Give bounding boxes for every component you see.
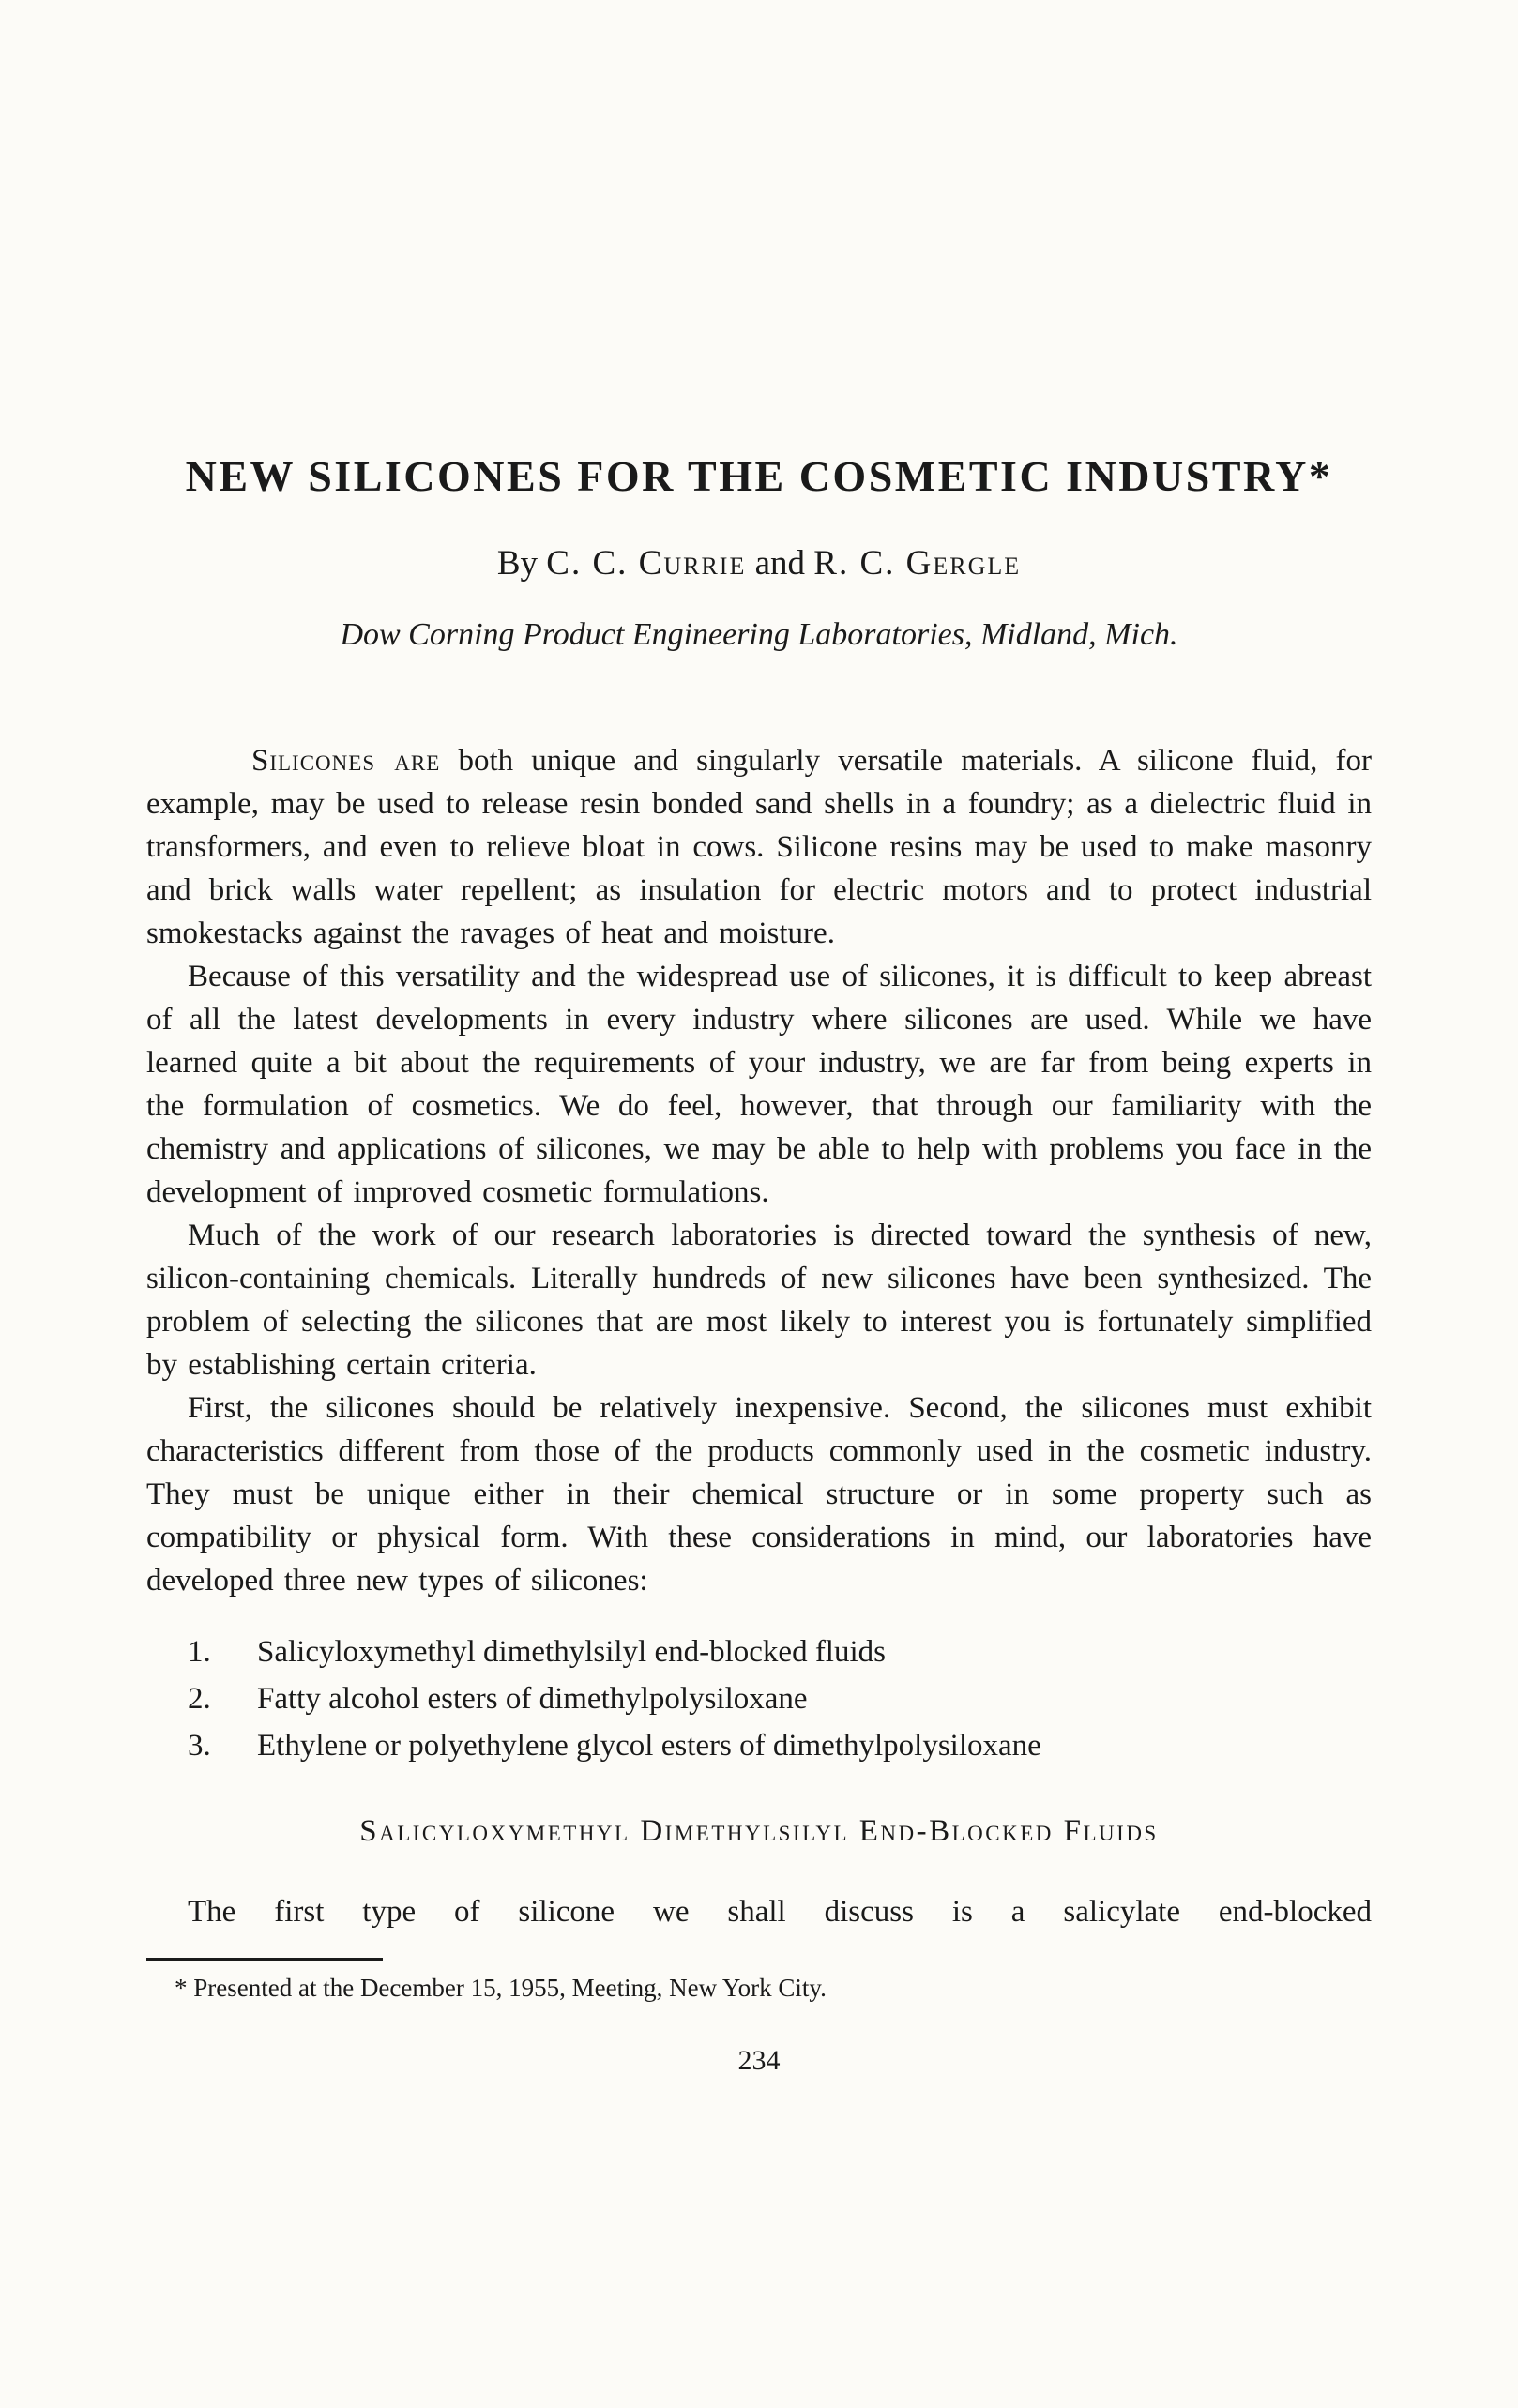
author-name-2: R. C. Gergle: [813, 544, 1022, 583]
list-item: [146, 1722, 1372, 1769]
paragraph: Much of the work of our research laboratories is directed toward the synthesis of new, silicon-containing chemicals. Literally hundreds of new silicones have been synthesized. The problem of selecting the silicones that are most likely to interest you is fortunately simplified by establishing certain criteria.: [146, 1219, 1372, 1383]
list-item-text: Fatty alcohol esters of dimethylpolysiloxane: [257, 1682, 808, 1717]
footnote-rule: [146, 1958, 383, 1961]
list-item: [146, 1628, 1372, 1675]
affiliation: Dow Corning Product Engineering Laboratories, Midland, Mich.: [340, 617, 1178, 653]
paragraph: First, the silicones should be relatively inexpensive. Second, the silicones must exhibit characteristics different from those of the products commonly used in the cosmetic industry. They must be unique either in their chemical structure or in some property such as compatibility or physical form. With these considerations in mind, our laboratories have developed three new types of silicones:: [146, 1391, 1372, 1598]
list-item: [146, 1675, 1372, 1722]
intro-rest: both unique and singularly versatile materials. A silicone fluid, for example, may be used to release resin bonded sand shells in a foundry; as a dielectric fluid in transformers, and even to relieve bloat in cows. Silicone resins may be used to make masonry and brick walls water repellent; as insulation for electric motors and to protect industrial smokestacks against the ravages of heat and moisture.: [146, 744, 1372, 951]
author-name-1: C. C. Currie: [546, 544, 747, 583]
paragraph: Because of this versatility and the widespread use of silicones, it is difficult to keep abreast of all the latest developments in every industry where silicones are used. While we have learned quite a bit about the requirements of your industry, we are far from being experts in the formulation of cosmetics. We do feel, however, that through our familiarity with the chemistry and applications of silicones, we may be able to help with problems you face in the development of improved cosmetic formulations.: [146, 960, 1372, 1210]
paper-title: NEW SILICONES FOR THE COSMETIC INDUSTRY*: [185, 451, 1333, 500]
footnote: * Presented at the December 15, 1955, Meeting, New York City.: [175, 1974, 827, 2003]
paragraph: The first type of silicone we shall discuss is a salicylate end-blocked: [188, 1895, 1372, 1930]
list-item-number: 1.: [188, 1635, 211, 1670]
section-heading: Salicyloxymethyl Dimethylsilyl End-Blocked Fluids: [359, 1814, 1159, 1849]
intro-lead-smallcaps: Silicones are: [251, 744, 441, 779]
section-body: [146, 1890, 1372, 1933]
list-item-text: Ethylene or polyethylene glycol esters of dimethylpolysiloxane: [257, 1729, 1041, 1764]
byline-conjunction: and: [754, 544, 806, 583]
list-item-text: Salicyloxymethyl dimethylsilyl end-blocked fluids: [257, 1635, 886, 1670]
paragraph-intro: [146, 739, 1372, 955]
byline: [146, 543, 1372, 583]
byline-prefix: By: [496, 544, 539, 583]
numbered-list: [146, 1628, 1372, 1769]
article-body: [146, 739, 1372, 2077]
page-number: 234: [737, 2045, 781, 2077]
list-item-number: 3.: [188, 1729, 211, 1764]
list-item-number: 2.: [188, 1682, 211, 1717]
